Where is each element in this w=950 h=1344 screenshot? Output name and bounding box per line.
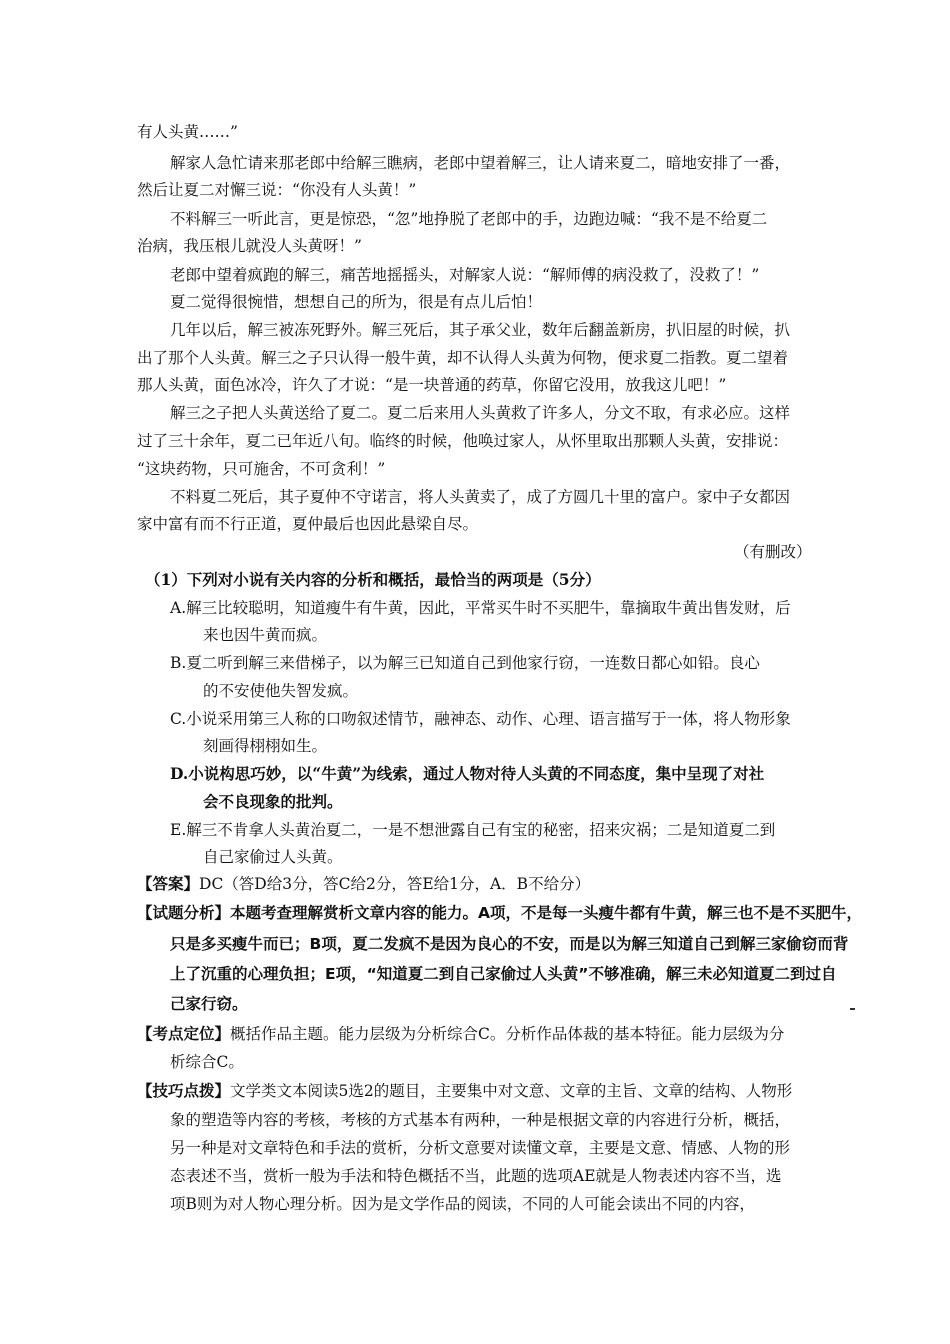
option-b-line2: 的不安使他失智发疯。 (203, 682, 359, 700)
story-line: 治病，我压根儿就没人头黄呀！” (137, 237, 362, 255)
option-c-line1: C.小说采用第三人称的口吻叙述情节，融神态、动作、心理、语言描写于一体，将人物形象 (170, 710, 791, 728)
answer-label: 【答案】 (137, 874, 200, 893)
story-line: 老郎中望着疯跑的解三，痛苦地摇摇头，对解家人说：“解师傅的病没救了，没救了！” (170, 266, 760, 284)
option-d-line2: 会不良现象的批判。 (203, 792, 343, 811)
story-line: “这块药物，只可施舍，不可贪利！” (137, 460, 386, 478)
analysis-row (137, 903, 862, 923)
jiqiao-line: 另一种是对文章特色和手法的赏析，分析文意要对读懂文章，主要是文意、情感、人物的形 (170, 1139, 791, 1157)
story-line: 家中富有而不行正道，夏仲最后也因此悬梁自尽。 (137, 515, 479, 533)
analysis-line: 本题考查理解赏析文章内容的能力。A项，不是每一头瘦牛都有牛黄，解三也不是不买肥牛， (230, 904, 863, 922)
analysis-label: 【试题分析】 (137, 904, 231, 922)
kaodian-label: 【考点定位】 (137, 1024, 231, 1043)
option-e-line2: 自己家偷过人头黄。 (203, 848, 343, 866)
option-d-line1: D.小说构思巧妙，以“牛黄”为线索，通过人物对待人头黄的不同态度，集中呈现了对社 (170, 764, 765, 783)
option-a-line2: 来也因牛黄而疯。 (203, 626, 328, 644)
jiqiao-line: 项B则为对人物心理分析。因为是文学作品的阅读，不同的人可能会读出不同的内容， (170, 1195, 755, 1213)
option-c-line2: 刻画得栩栩如生。 (203, 737, 328, 755)
option-e-line1: E.解三不肯拿人头黄治夏二，一是不想泄露自己有宝的秘密，招来灾祸；二是知道夏二到 (170, 821, 776, 839)
story-line: 然后让夏二对懈三说：“你没有人头黄！” (137, 181, 417, 199)
kaodian-line: 析综合C。 (170, 1053, 244, 1071)
analysis-line: 己家行窃。 (170, 995, 248, 1013)
analysis-line: 只是多买瘦牛而已；B项，夏二发疯不是因为良心的不安，而是以为解三知道自己到解三家偷窃而背 (170, 935, 849, 953)
jiqiao-line: 态表述不当，赏析一般为手法和特色概括不当，此题的选项AE就是人物表述内容不当，选 (170, 1167, 782, 1185)
story-line: 不料夏二死后，其子夏仲不守诺言，将人头黄卖了，成了方圆几十里的富户。家中子女都因 (170, 488, 791, 506)
jiqiao-row (137, 1081, 792, 1101)
option-b-line1: B.夏二听到解三来借梯子，以为解三已知道自己到他家行窃，一连数日都心如铅。良心 (170, 654, 760, 672)
story-line: 有人头黄……” (137, 123, 238, 141)
story-line: 几年以后，解三被冻死野外。解三死后，其子承父业，数年后翻盖新房，扒旧屋的时候，扒 (170, 321, 791, 339)
kaodian-line: 概括作品主题。能力层级为分析综合C。分析作品体裁的基本特征。能力层级为分 (230, 1025, 785, 1043)
jiqiao-line: 象的塑造等内容的考核，考核的方式基本有两种，一种是根据文章的内容进行分析，概括， (170, 1111, 791, 1129)
kaodian-row (137, 1024, 784, 1044)
jiqiao-label: 【技巧点拨】 (137, 1081, 231, 1100)
story-line: 过了三十余年，夏二已年近八旬。临终的时候，他唤过家人，从怀里取出那颗人头黄，安排说： (137, 432, 789, 450)
story-line: 不料解三一听此言，更是惊恐，“忽”地挣脱了老郎中的手，边跑边喊：“我不是不给夏二 (170, 210, 768, 228)
story-line: 出了那个人头黄。解三之子只认得一般牛黄，却不认得人头黄为何物，便求夏二指教。夏二望着 (137, 349, 789, 367)
answer-row (137, 874, 590, 894)
answer-text: DC（答D给3分，答C给2分，答E给1分，A．B不给分） (199, 875, 591, 893)
story-line: 解家人急忙请来那老郎中给解三瞧病，老郎中望着解三，让人请来夏二，暗地安排了一番， (170, 154, 791, 172)
jiqiao-line: 文学类文本阅读5选2的题目，主要集中对文意、文章的主旨、文章的结构、人物形 (230, 1082, 793, 1100)
source-note: （有删改） (734, 543, 812, 561)
story-line: 解三之子把人头黄送给了夏二。夏二后来用人头黄救了许多人，分文不取，有求必应。这样 (170, 404, 791, 422)
option-a-line1: A.解三比较聪明，知道瘦牛有牛黄，因此，平常买牛时不买肥牛，靠摘取牛黄出售发财，后 (170, 599, 791, 617)
question-title: （1）下列对小说有关内容的分析和概括，最恰当的两项是（5分） (145, 570, 601, 589)
analysis-line: 上了沉重的心理负担；E项，“知道夏二到自己家偷过人头黄”不够准确，解三未必知道夏二到过自 (170, 965, 837, 983)
story-line: 那人头黄，面色冰冷，许久了才说：“是一块普通的药草，你留它没用，放我这儿吧！” (137, 376, 727, 394)
margin-mark (850, 1008, 855, 1010)
story-line: 夏二觉得很惋惜，想想自己的所为，很是有点儿后怕！ (170, 293, 543, 311)
